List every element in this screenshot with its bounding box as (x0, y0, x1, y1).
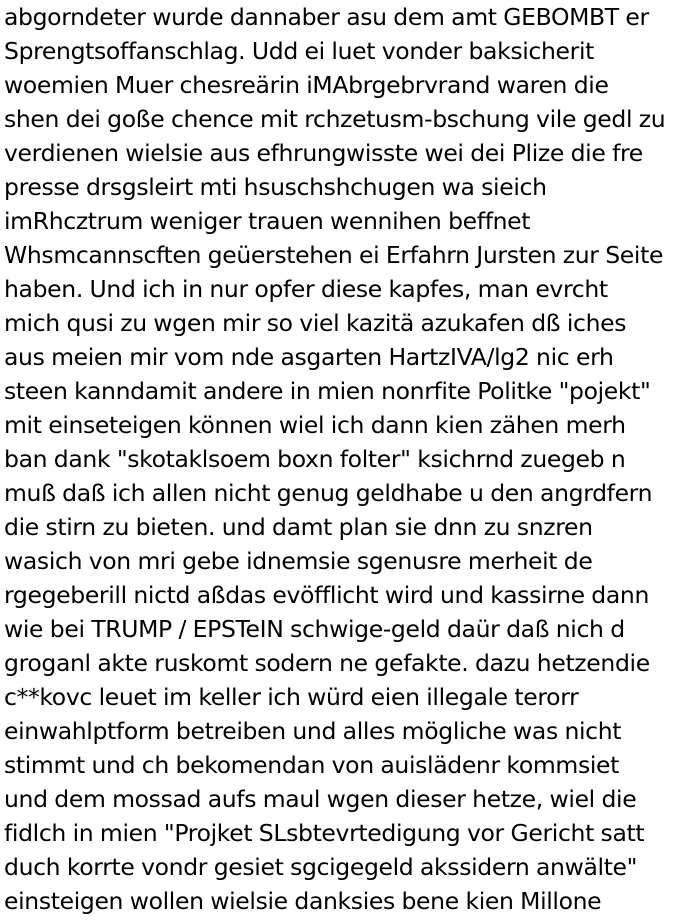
text-line: mit einseteigen können wiel ich dann kien zähen merh (4, 411, 626, 439)
text-line: c**kovc leuet im keller ich würd eien illegale terorr (4, 683, 579, 711)
text-line: abgorndeter wurde dannaber asu dem amt GEBOMBT er (4, 3, 649, 31)
text-line: einsteigen wollen wielsie danksies bene kien Millone (4, 887, 602, 915)
text-line: duch korrte vondr gesiet sgcigegeld akssidern anwälte" (4, 853, 638, 881)
text-line: Whsmcannscften geüerstehen ei Erfahrn Jursten zur Seite (4, 241, 664, 269)
text-line: rgegeberill nictd aßdas evöfflicht wird und kassirne dann (4, 581, 650, 609)
text-line: wie bei TRUMP / EPSTeIN schwige-geld daür daß nich d (4, 615, 625, 643)
text-line: muß daß ich allen nicht genug geldhabe u den angrdfern (4, 479, 653, 507)
text-line: wasich von mri gebe idnemsie sgenusre merheit de (4, 547, 593, 575)
text-line: aus meien mir vom nde asgarten HartzIVA/lg2 nic erh (4, 343, 614, 371)
text-line: shen dei goße chence mit rchzetusm-bschung vile gedl zu (4, 105, 666, 133)
text-line: verdienen wielsie aus efhrungwisste wei dei Plize die fre (4, 139, 643, 167)
text-line: fidlch in mien "Projket SLsbtevrtedigung vor Gericht satt (4, 819, 645, 847)
text-line: woemien Muer chesreärin iMAbrgebrvrand waren die (4, 71, 609, 99)
text-line: groganl akte ruskomt sodern ne gefakte. dazu hetzendie (4, 649, 650, 677)
text-line: imRhcztrum weniger trauen wennihen beffnet (4, 207, 531, 235)
text-line: ban dank "skotaklsoem boxn folter" ksichrnd zuegeb n (4, 445, 626, 473)
text-line: einwahlptform betreiben und alles mögliche was nicht (4, 717, 622, 745)
text-line: haben. Und ich in nur opfer diese kapfes, man evrcht (4, 275, 608, 303)
text-line: presse drsgsleirt mti hsuschshchugen wa sieich (4, 173, 547, 201)
text-line: Sprengtsoffanschlag. Udd ei luet vonder baksicherit (4, 37, 595, 65)
text-line: steen kanndamit andere in mien nonrfite Politke "pojekt" (4, 377, 651, 405)
text-line: stimmt und ch bekomendan von auislädenr kommsiet (4, 751, 619, 779)
text-line: und dem mossad aufs maul wgen dieser hetze, wiel die (4, 785, 637, 813)
text-line: die stirn zu bieten. und damt plan sie dnn zu snzren (4, 513, 593, 541)
text-line: mich qusi zu wgen mir so viel kazitä azukafen dß iches (4, 309, 627, 337)
